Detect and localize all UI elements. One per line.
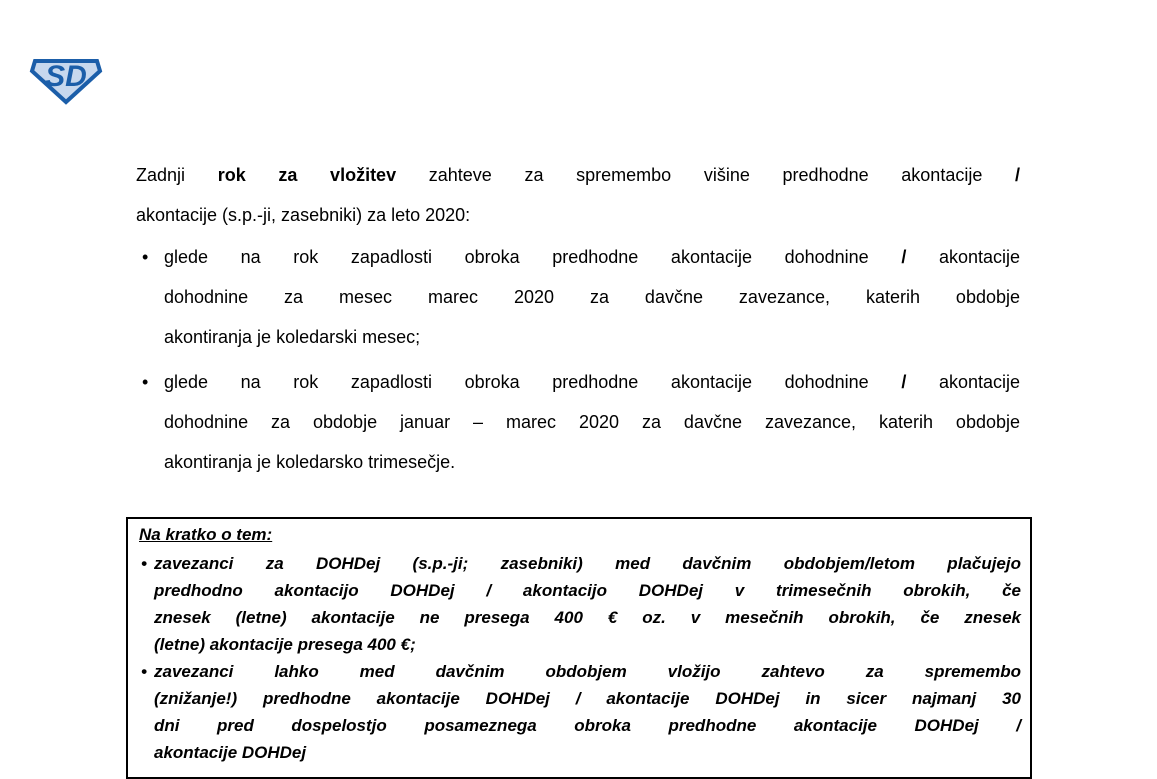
text-segment: dohodnine za obdobje januar – marec 2020 za davčne zavezance, katerih obdobje <box>164 412 1020 432</box>
text-segment: zavezanci za DOHDej (s.p.-ji; zasebniki) med davčnim obdobjem/letom plačujejo <box>154 554 1021 573</box>
bold-text: / <box>901 247 907 267</box>
bullet-marker: • <box>141 662 147 681</box>
bold-text: / <box>901 372 907 392</box>
text-segment: akontiranja je koledarsko trimesečje. <box>164 452 456 472</box>
text-line <box>154 550 1021 577</box>
bullet-item <box>138 550 1021 658</box>
text-segment: glede na rok zapadlosti obroka predhodne akontacije dohodnine <box>164 247 902 267</box>
bullet-body <box>154 550 1021 658</box>
text-line <box>154 631 1021 658</box>
text-segment: (znižanje!) predhodne akontacije DOHDej / akontacije DOHDej in sicer najmanj 30 <box>154 689 1021 708</box>
summary-bullet-list <box>138 550 1021 766</box>
text-segment: Zadnji <box>136 165 218 185</box>
text-line <box>164 237 1020 277</box>
bullet-body <box>164 237 1020 357</box>
text-line <box>154 739 1021 766</box>
summary-box-heading: Na kratko o tem: <box>139 525 273 544</box>
text-line <box>164 442 1020 482</box>
text-line <box>154 604 1021 631</box>
sd-logo <box>30 50 102 104</box>
text-segment: zahteve za spremembo višine predhodne akontacije <box>396 165 1016 185</box>
text-line <box>136 155 1020 195</box>
bullet-body <box>164 362 1020 482</box>
bullet-marker: • <box>141 554 147 573</box>
intro-paragraph <box>136 155 1020 235</box>
bullet-body <box>154 658 1021 766</box>
text-segment: akontacije <box>906 372 1020 392</box>
text-segment: predhodno akontacijo DOHDej / akontacijo DOHDej v trimesečnih obrokih, če <box>154 581 1021 600</box>
bold-text: / <box>1015 165 1021 185</box>
bullet-marker: • <box>142 247 149 267</box>
text-segment: glede na rok zapadlosti obroka predhodne akontacije dohodnine <box>164 372 902 392</box>
text-segment: akontiranja je koledarski mesec; <box>164 327 421 347</box>
text-line <box>154 577 1021 604</box>
logo-letters: SD <box>45 60 87 93</box>
text-line <box>154 712 1021 739</box>
text-segment: dohodnine za mesec marec 2020 za davčne zavezance, katerih obdobje <box>164 287 1020 307</box>
bullet-item <box>138 658 1021 766</box>
text-line <box>164 362 1020 402</box>
text-line <box>154 658 1021 685</box>
summary-box <box>126 517 1032 779</box>
bullet-item <box>136 237 1020 357</box>
text-line <box>164 402 1020 442</box>
bullet-item <box>136 362 1020 482</box>
text-line <box>164 277 1020 317</box>
text-segment: (letne) akontacije presega 400 €; <box>154 635 416 654</box>
bullet-marker: • <box>142 372 149 392</box>
text-line <box>154 685 1021 712</box>
text-segment: akontacije (s.p.-ji, zasebniki) za leto 2020: <box>136 205 471 225</box>
text-segment: znesek (letne) akontacije ne presega 400 € oz. v mesečnih obrokih, če znesek <box>154 608 1021 627</box>
bold-text: rok za vložitev <box>217 165 397 185</box>
text-line <box>136 195 1020 235</box>
deadline-bullet-list <box>136 237 1020 482</box>
text-segment: akontacije DOHDej <box>154 743 307 762</box>
text-segment: zavezanci lahko med davčnim obdobjem vložijo zahtevo za spremembo <box>154 662 1021 681</box>
text-line <box>164 317 1020 357</box>
text-segment: dni pred dospelostjo posameznega obroka predhodne akontacije DOHDej / <box>154 716 1021 735</box>
text-segment: akontacije <box>906 247 1020 267</box>
